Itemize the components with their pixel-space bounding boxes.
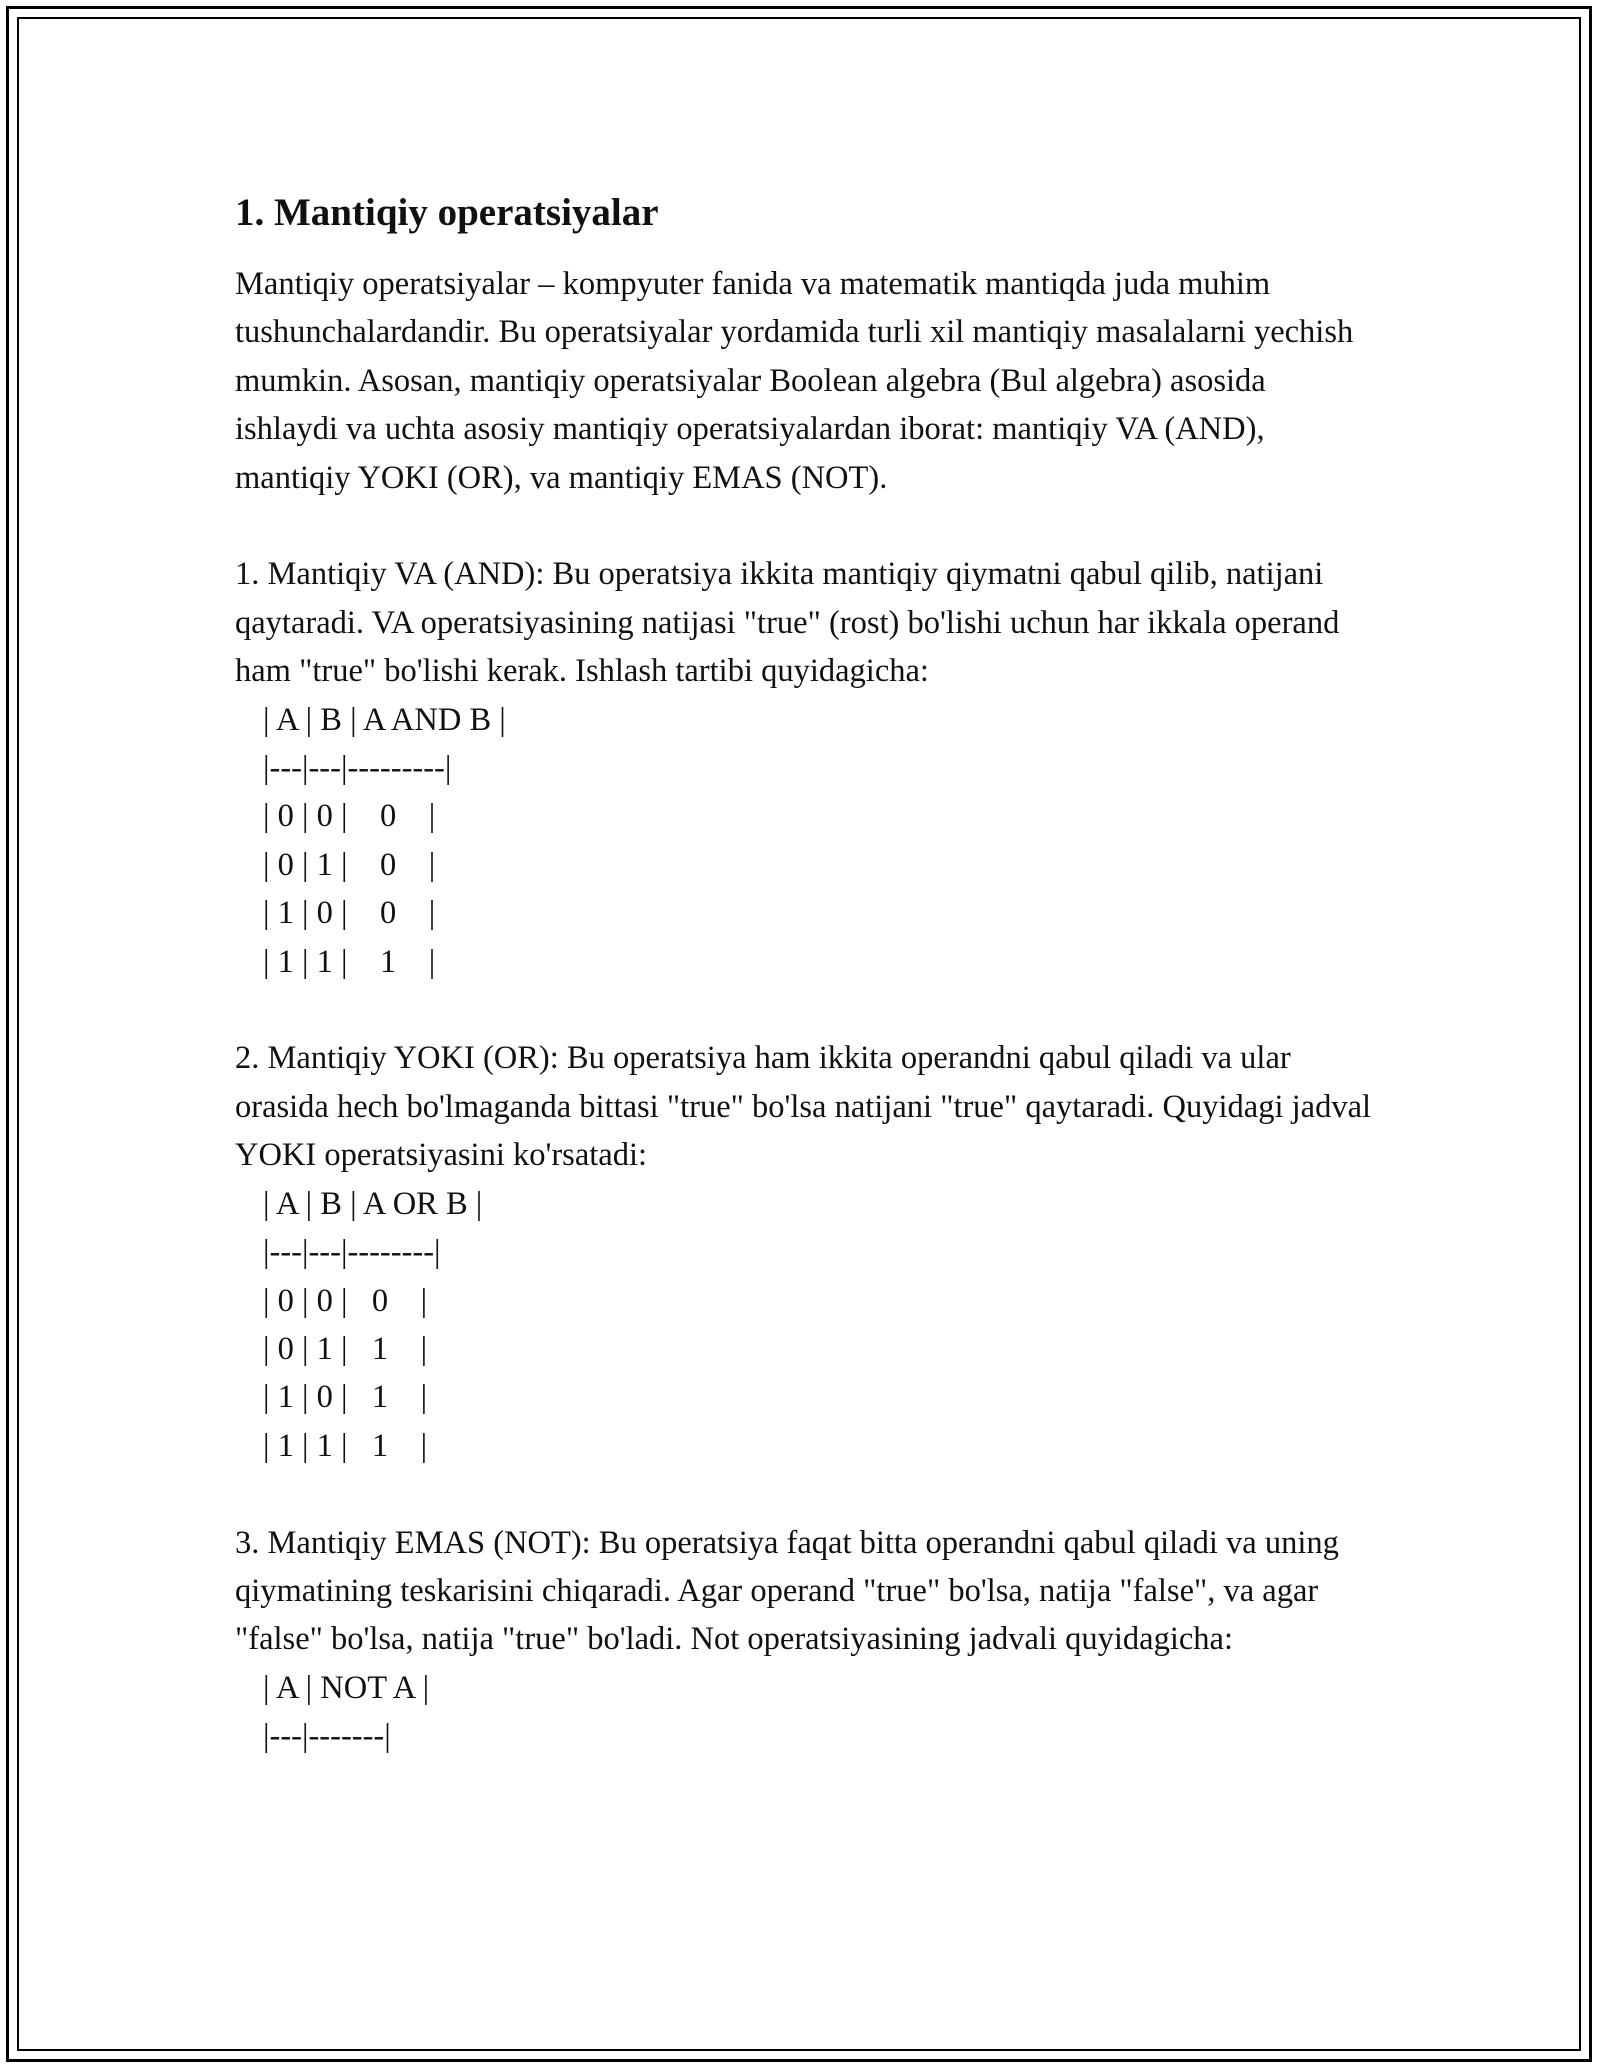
intro-paragraph: Mantiqiy operatsiyalar – kompyuter fanida va matematik mantiqda juda muhim tushunchalardandir. Bu operatsiyalar yordamida turli xil mantiqiy masalalarni yechish mumkin. Asosan, mantiqiy operatsiyalar Boolean algebra (Bul algebra) asosida ishlaydi va uchta asosiy mantiqiy operatsiyalardan iborat: mantiqiy VA (AND), mantiqiy YOKI (OR), va mantiqiy EMAS (NOT). [235, 266, 1354, 496]
truth-table-and [235, 696, 1375, 986]
section-and-text: 1. Mantiqiy VA (AND): Bu operatsiya ikkita mantiqiy qiymatni qabul qilib, natijani qaytaradi. VA operatsiyasining natijasi "true" (rost) bo'lishi uchun har ikkala operand ham "true" bo'lishi kerak. Ishlash tartibi quyidagicha: [235, 556, 1340, 690]
section-or [235, 1034, 1375, 1470]
table-line: |---|---|---------| [263, 750, 452, 787]
paragraph-gap [235, 986, 1375, 1034]
document-body [235, 185, 1375, 1761]
table-line: | 0 | 0 | 0 | [263, 1282, 428, 1319]
table-line: |---|-------| [263, 1718, 391, 1755]
table-line: | A | B | A OR B | [263, 1185, 483, 1222]
paragraph-gap [235, 1470, 1375, 1518]
table-line: | 0 | 0 | 0 | [263, 798, 436, 835]
table-line: | 1 | 1 | 1 | [263, 1427, 428, 1464]
table-line: |---|---|--------| [263, 1234, 441, 1271]
table-line: | A | B | A AND B | [263, 701, 506, 738]
table-line: | 1 | 1 | 1 | [263, 943, 436, 980]
table-line: | 1 | 0 | 0 | [263, 895, 436, 932]
table-line: | 1 | 0 | 1 | [263, 1379, 428, 1416]
truth-table-or [235, 1180, 1375, 1470]
table-line: | 0 | 1 | 0 | [263, 846, 436, 883]
section-and [235, 550, 1375, 986]
document-title: 1. Mantiqiy operatsiyalar [235, 191, 659, 234]
section-or-text: 2. Mantiqiy YOKI (OR): Bu operatsiya ham ikkita operandni qabul qiladi va ular orasida hech bo'lmaganda bittasi "true" bo'lsa natijani "true" qaytaradi. Quyidagi jadval YOKI operatsiyasini ko'rsatadi: [235, 1040, 1372, 1174]
table-line: | 0 | 1 | 1 | [263, 1330, 428, 1367]
section-not-text: 3. Mantiqiy EMAS (NOT): Bu operatsiya faqat bitta operandni qabul qiladi va uning qiymatining teskarisini chiqaradi. Agar operand "true" bo'lsa, natija "false", va agar "false" bo'lsa, natija "true" bo'ladi. Not operatsiyasining jadvali quyidagicha: [235, 1524, 1339, 1658]
paragraph-gap [235, 502, 1375, 550]
section-not [235, 1519, 1375, 1761]
truth-table-not [235, 1664, 1375, 1761]
table-line: | A | NOT A | [263, 1669, 430, 1706]
